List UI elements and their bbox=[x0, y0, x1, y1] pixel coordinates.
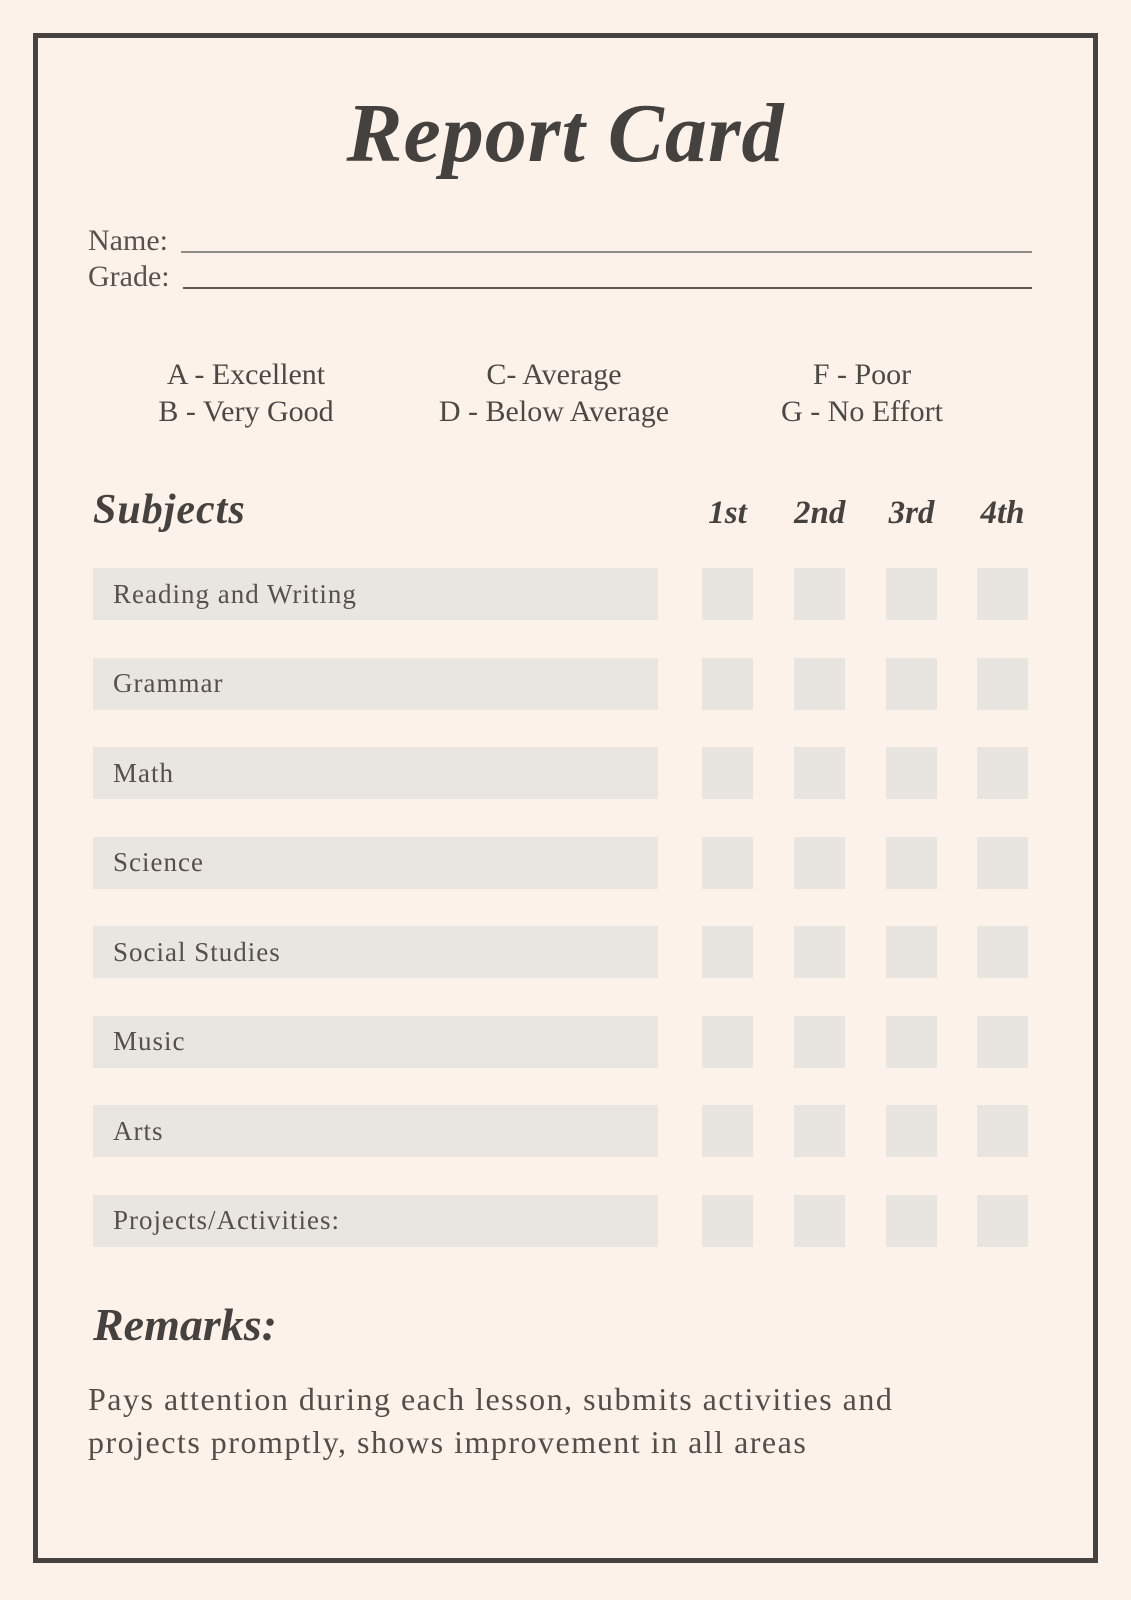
grade-cell[interactable] bbox=[702, 568, 753, 620]
grading-key-column bbox=[92, 356, 400, 430]
grade-cell[interactable] bbox=[977, 1195, 1028, 1247]
grade-cell[interactable] bbox=[886, 1105, 937, 1157]
subject-label: Projects/Activities: bbox=[93, 1195, 658, 1247]
grade-cell[interactable] bbox=[702, 926, 753, 978]
subject-row bbox=[93, 1105, 1028, 1157]
remarks-heading: Remarks: bbox=[93, 1299, 277, 1350]
grade-cell[interactable] bbox=[794, 1195, 845, 1247]
name-label: Name: bbox=[88, 224, 168, 257]
grade-cell[interactable] bbox=[702, 658, 753, 710]
grading-key-column bbox=[400, 356, 708, 430]
grade-cell[interactable] bbox=[977, 1105, 1028, 1157]
subject-label: Grammar bbox=[93, 658, 658, 710]
page-title: Report Card bbox=[346, 87, 785, 180]
subject-label: Science bbox=[93, 837, 658, 889]
subject-label: Reading and Writing bbox=[93, 568, 658, 620]
subject-row bbox=[93, 658, 1028, 710]
remarks-text: Pays attention during each lesson, submits activities and projects promptly, shows improvement in all areas bbox=[88, 1381, 894, 1460]
grade-cell[interactable] bbox=[886, 658, 937, 710]
grading-key-item: A - Excellent bbox=[166, 358, 326, 391]
quarter-header-3rd: 3rd bbox=[888, 495, 935, 531]
grade-cell[interactable] bbox=[977, 568, 1028, 620]
subject-label: Math bbox=[93, 747, 658, 799]
grade-cell[interactable] bbox=[886, 568, 937, 620]
grade-cell[interactable] bbox=[977, 837, 1028, 889]
grade-cell[interactable] bbox=[702, 1195, 753, 1247]
subject-row bbox=[93, 1195, 1028, 1247]
grading-key-item: G - No Effort bbox=[781, 395, 943, 428]
subject-label: Arts bbox=[93, 1105, 658, 1157]
grading-key-item: F - Poor bbox=[812, 358, 912, 391]
grade-cell[interactable] bbox=[886, 1016, 937, 1068]
subject-row bbox=[93, 568, 1028, 620]
subject-row bbox=[93, 747, 1028, 799]
subjects-table bbox=[93, 568, 1028, 1247]
grade-cell[interactable] bbox=[886, 747, 937, 799]
subject-row bbox=[93, 926, 1028, 978]
grading-key-column bbox=[708, 356, 1016, 430]
grade-input-line[interactable] bbox=[183, 287, 1032, 289]
name-field-row bbox=[88, 222, 1032, 258]
grade-cell[interactable] bbox=[702, 837, 753, 889]
subject-label: Social Studies bbox=[93, 926, 658, 978]
grade-cell[interactable] bbox=[794, 658, 845, 710]
grade-cell[interactable] bbox=[794, 747, 845, 799]
grade-label: Grade: bbox=[88, 260, 170, 293]
grade-cell[interactable] bbox=[702, 747, 753, 799]
grade-cell[interactable] bbox=[794, 926, 845, 978]
subject-row bbox=[93, 837, 1028, 889]
grade-field-row bbox=[88, 258, 1032, 294]
subjects-header-spacer bbox=[93, 486, 702, 534]
quarter-header-2nd: 2nd bbox=[794, 495, 846, 531]
grade-cell[interactable] bbox=[886, 837, 937, 889]
table-header bbox=[93, 486, 1028, 534]
grade-cell[interactable] bbox=[794, 1105, 845, 1157]
grade-cell[interactable] bbox=[977, 1016, 1028, 1068]
grading-key bbox=[92, 356, 1016, 430]
quarter-header-1st: 1st bbox=[708, 495, 747, 531]
name-input-line[interactable] bbox=[181, 251, 1032, 253]
grade-cell[interactable] bbox=[977, 926, 1028, 978]
grading-key-item: C- Average bbox=[486, 358, 622, 391]
grade-cell[interactable] bbox=[977, 658, 1028, 710]
grade-cell[interactable] bbox=[702, 1016, 753, 1068]
grade-cell[interactable] bbox=[702, 1105, 753, 1157]
grade-cell[interactable] bbox=[794, 568, 845, 620]
subject-label: Music bbox=[93, 1016, 658, 1068]
grading-key-item: B - Very Good bbox=[158, 395, 334, 428]
subject-row bbox=[93, 1016, 1028, 1068]
grade-cell[interactable] bbox=[794, 837, 845, 889]
grade-cell[interactable] bbox=[886, 1195, 937, 1247]
subjects-header: Subjects bbox=[93, 487, 246, 533]
grading-key-item: D - Below Average bbox=[438, 395, 670, 428]
grade-cell[interactable] bbox=[794, 1016, 845, 1068]
grade-cell[interactable] bbox=[977, 747, 1028, 799]
quarter-header-4th: 4th bbox=[980, 495, 1025, 531]
grade-cell[interactable] bbox=[886, 926, 937, 978]
